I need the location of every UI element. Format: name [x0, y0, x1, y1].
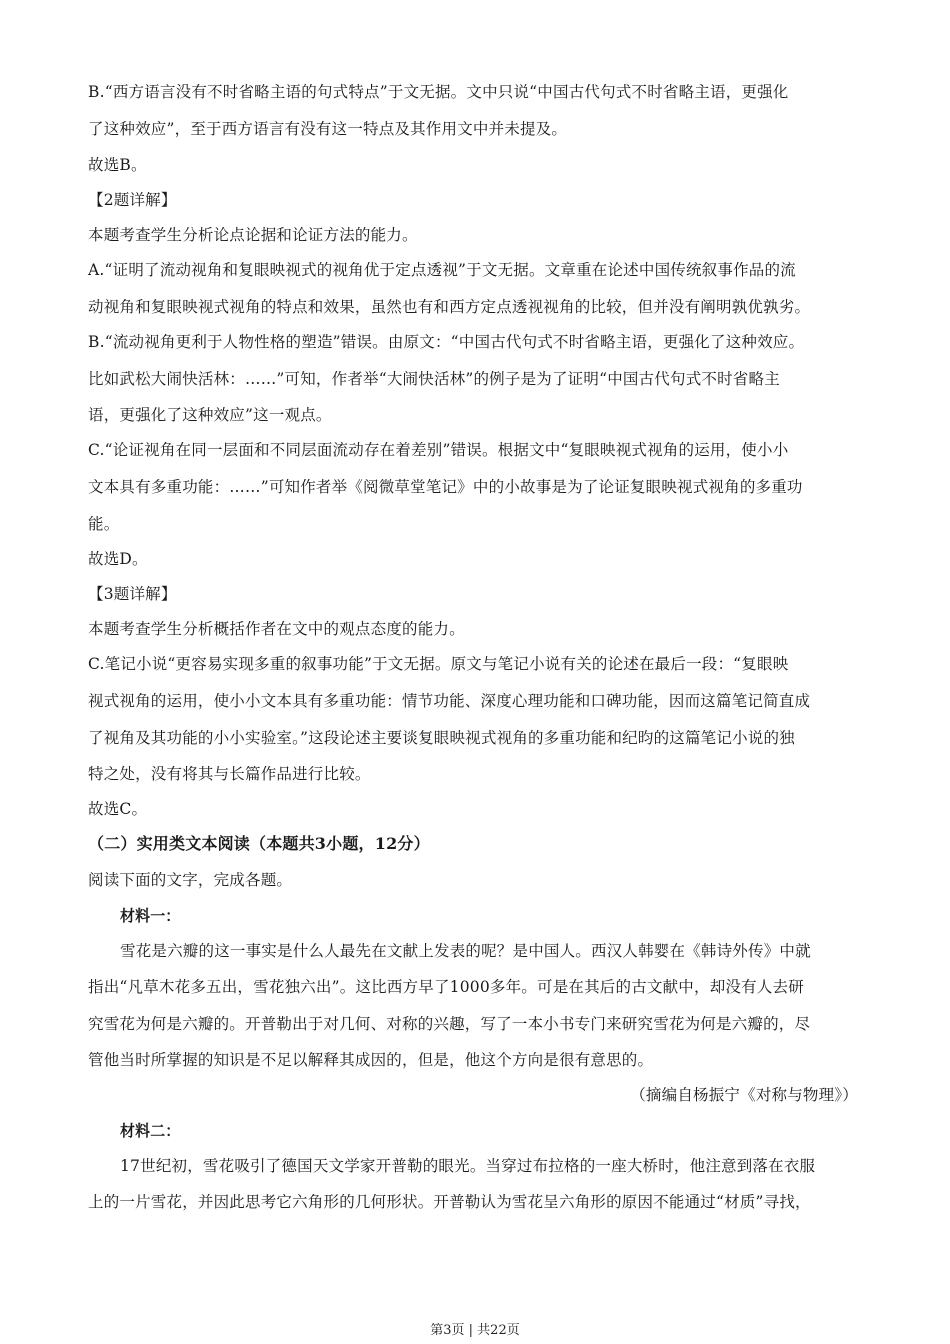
- section-heading: （二）实用类文本阅读（本题共3小题，12分）: [88, 834, 430, 853]
- answer-a-text-line: A.“证明了流动视角和复眼映视式的视角优于定点透视”于文无据。文章重在论述中国传统叙事作品的流: [88, 261, 796, 279]
- answer-c-text-line: 视式视角的运用，使小小文本具有多重功能：情节功能、深度心理功能和口碑功能，因而这篇笔记简直成: [88, 692, 811, 710]
- question-2-detail-heading: 【2题详解】: [88, 191, 177, 209]
- page-footer: 第3页 | 共22页: [430, 1323, 520, 1338]
- answer-c-text-line: C.笔记小说“更容易实现多重的叙事功能”于文无据。原文与笔记小说有关的论述在最后一段：“复眼映: [88, 655, 789, 673]
- answer-c-text-line: C.“论证视角在同一层面和不同层面流动存在着差别”错误。根据文中“复眼映视式视角的运用，使小小: [88, 441, 789, 459]
- answer-b-text-line: B.“西方语言没有不时省略主语的句式特点”于文无据。文中只说“中国古代句式不时省略主语，更强化: [88, 83, 789, 101]
- material-1-text-line: 雪花是六瓣的这一事实是什么人最先在文献上发表的呢？是中国人。西汉人韩婴在《韩诗外传》中就: [120, 942, 811, 960]
- answer-c-text-line: 特之处，没有将其与长篇作品进行比较。: [88, 765, 371, 783]
- answer-choice-line: 故选B。: [88, 156, 147, 174]
- answer-b-text-line: 比如武松大闹快活林：……”可知，作者举“大闹快活林”的例子是为了证明“中国古代句式不时省略主: [88, 370, 780, 388]
- answer-c-text-line: 文本具有多重功能：……”可知作者举《阅微草堂笔记》中的小故事是为了论证复眼映视式视角的多重功: [88, 478, 803, 496]
- material-1-label: 材料一：: [120, 906, 181, 925]
- material-2-label: 材料二：: [120, 1121, 181, 1140]
- question-2-summary: 本题考查学生分析论点论据和论证方法的能力。: [88, 226, 418, 244]
- answer-c-text-line: 了视角及其功能的小小实验室。”这段论述主要谈复眼映视式视角的多重功能和纪昀的这篇笔记小说的独: [88, 729, 795, 747]
- question-3-detail-heading: 【3题详解】: [88, 585, 177, 603]
- reading-instruction: 阅读下面的文字，完成各题。: [88, 871, 293, 889]
- answer-c-text-line: 能。: [88, 515, 120, 533]
- answer-b-text-line: 语，更强化了这种效应”这一观点。: [88, 406, 332, 424]
- answer-choice-line: 故选D。: [88, 550, 148, 568]
- answer-b-text-line: 了这种效应”，至于西方语言有没有这一特点及其作用文中并未提及。: [88, 120, 568, 138]
- answer-b-text-line: B.“流动视角更利于人物性格的塑造”错误。由原文：“中国古代句式不时省略主语，更强化了这种效应。: [88, 333, 805, 351]
- material-2-text-line: 17世纪初，雪花吸引了德国天文学家开普勒的眼光。当穿过布拉格的一座大桥时，他注意到落在衣服: [120, 1157, 816, 1175]
- answer-a-text-line: 动视角和复眼映视式视角的特点和效果，虽然也有和西方定点透视视角的比较，但并没有阐明孰优孰劣。: [88, 298, 811, 316]
- material-1-text-line: 管他当时所掌握的知识是不足以解释其成因的，但是，他这个方向是很有意思的。: [88, 1051, 654, 1069]
- material-1-text-line: 究雪花为何是六瓣的。开普勒出于对几何、对称的兴趣，写了一本小书专门来研究雪花为何是六瓣的，尽: [88, 1015, 811, 1033]
- answer-choice-line: 故选C。: [88, 800, 148, 818]
- question-3-summary: 本题考查学生分析概括作者在文中的观点态度的能力。: [88, 620, 465, 638]
- material-1-citation: （摘编自杨振宁《对称与物理》）: [630, 1086, 858, 1104]
- material-2-text-line: 上的一片雪花，并因此思考它六角形的几何形状。开普勒认为雪花呈六角形的原因不能通过“材质”寻找，: [88, 1193, 811, 1211]
- material-1-text-line: 指出“凡草木花多五出，雪花独六出”。这比西方早了1000多年。可是在其后的古文献中，却没有人去研: [88, 978, 804, 996]
